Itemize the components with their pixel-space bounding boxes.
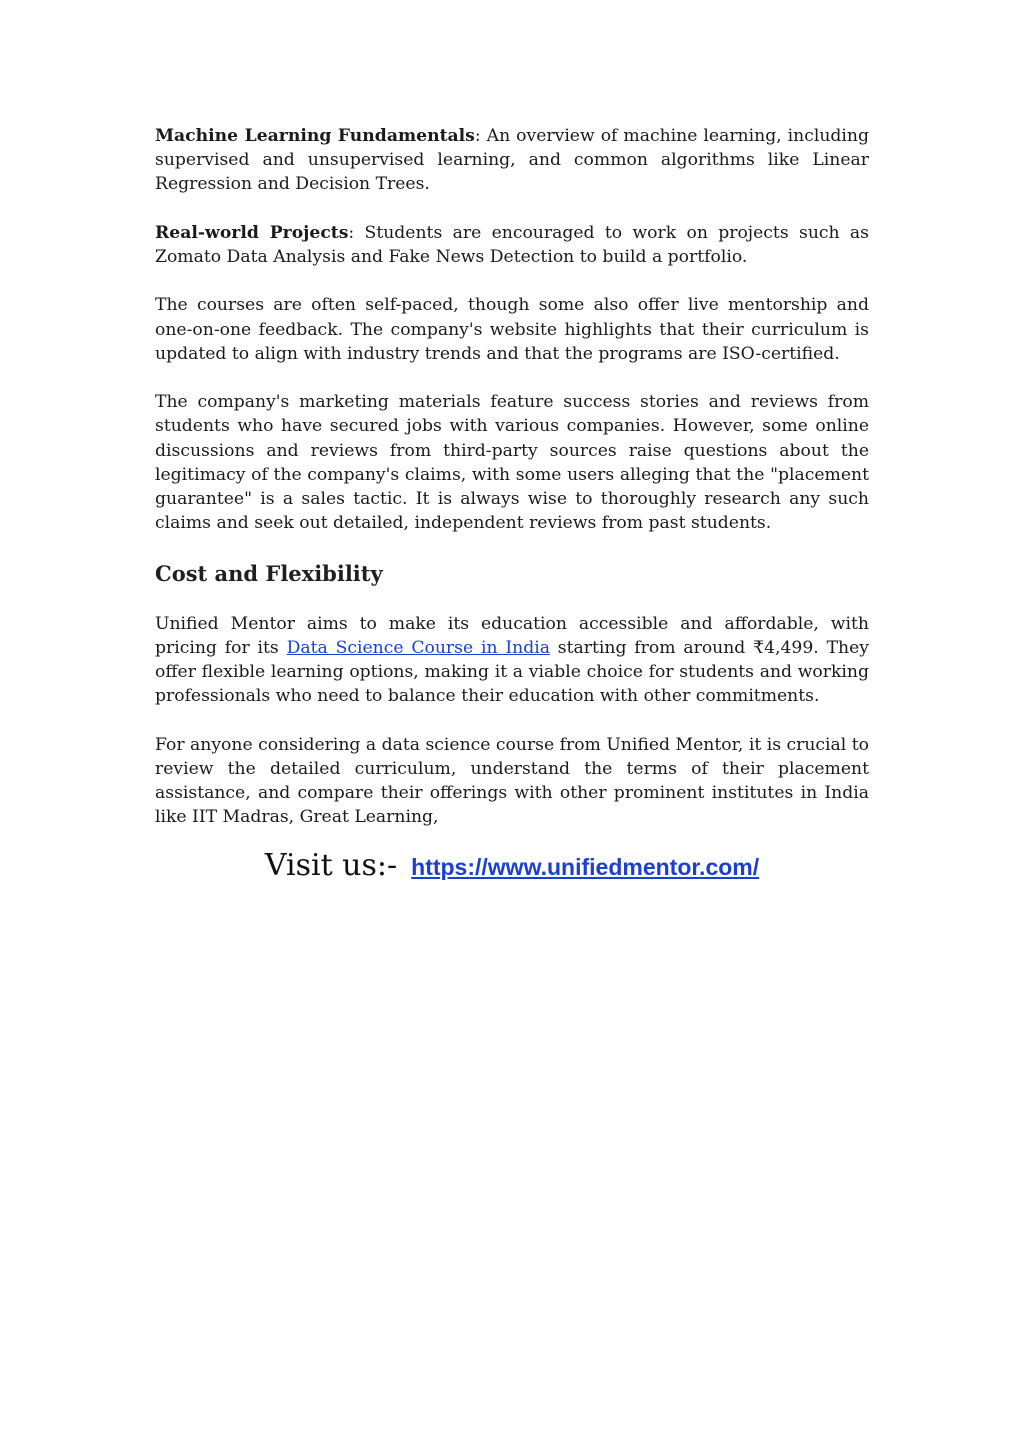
text-ml-fundamentals: : An overview of machine learning, including supervised and unsupervised learning, and common algorithms like Linear Regression and Decision Trees. xyxy=(155,126,870,195)
website-link[interactable]: https://www.unifiedmentor.com/ xyxy=(411,853,760,880)
term-real-world-projects: Real-world Projects xyxy=(155,222,349,243)
paragraph-ml-fundamentals xyxy=(155,124,869,197)
data-science-course-link[interactable]: Data Science Course in India xyxy=(286,637,550,658)
visit-us-label: Visit us:- xyxy=(264,847,398,883)
section-heading-cost: Cost and Flexibility xyxy=(155,560,383,586)
text-real-world-projects: : Students are encouraged to work on projects such as Zomato Data Analysis and Fake News Detection to build a portfolio. xyxy=(155,222,869,267)
paragraph-advice: For anyone considering a data science course from Unified Mentor, it is crucial to review the detailed curriculum, understand the terms of their placement assistance, and compare their offerings with other prominent institutes in India like IIT Madras, Great Learning, xyxy=(155,734,869,828)
paragraph-real-world-projects xyxy=(155,221,869,269)
paragraph-course-format: The courses are often self-paced, though some also offer live mentorship and one-on-one feedback. The company's website highlights that their curriculum is updated to align with industry trends and that the programs are ISO-certified. xyxy=(155,295,869,364)
paragraph-pricing xyxy=(155,612,869,709)
pricing-text-after: starting from around ₹4,499. They offer flexible learning options, making it a viable choice for students and working professionals who need to balance their education with other commitments. xyxy=(155,637,869,707)
paragraph-reviews: The company's marketing materials feature success stories and reviews from students who have secured jobs with various companies. However, some online discussions and reviews from third-party sources raise questions about the legitimacy of the company's claims, with some users alleging that the "placement guarantee" is a sales tactic. It is always wise to thoroughly research any such claims and seek out detailed, independent reviews from past students. xyxy=(155,392,869,534)
term-ml-fundamentals: Machine Learning Fundamentals xyxy=(155,126,475,146)
visit-us-line xyxy=(155,847,869,883)
pricing-text-before: Unified Mentor aims to make its education accessible and affordable, with pricing for its xyxy=(155,613,869,658)
document-body xyxy=(155,124,869,882)
